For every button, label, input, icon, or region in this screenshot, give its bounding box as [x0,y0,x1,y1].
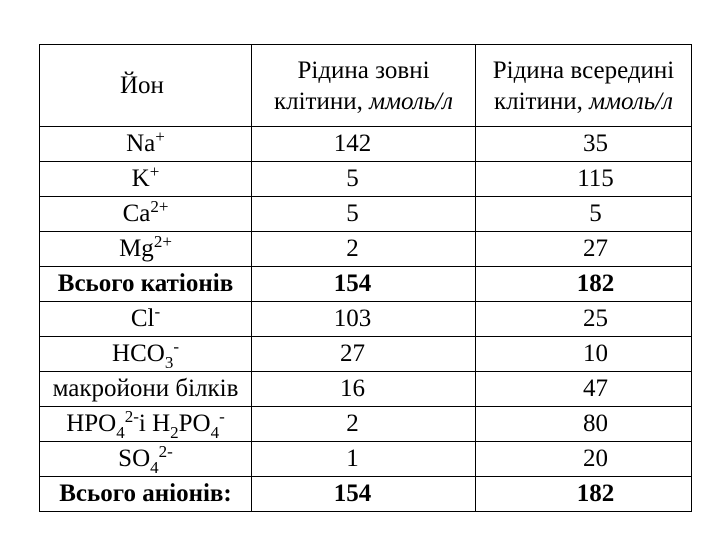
table-row-na [40,127,692,162]
inside-value: 182 [476,477,692,512]
protein-macroions-label: макройони білків [40,372,252,407]
table-row-k [40,162,692,197]
inside-header-unit: ммоль/л [589,87,674,115]
ion-column-header: Йон [40,45,252,127]
ion-base: Na [126,130,156,157]
total-cations-label: Всього катіонів [40,267,252,302]
ion-charge: - [219,407,225,426]
inside-value: 25 [476,302,692,337]
outside-value: 16 [252,372,476,407]
outside-value: 2 [252,232,476,267]
table-row-cl [40,302,692,337]
ion-concentration-table [39,44,692,512]
table-row-so4 [40,442,692,477]
outside-header-prefix: клітини, [273,87,370,115]
inside-value: 47 [476,372,692,407]
outside-value: 154 [252,477,476,512]
table-row-mg [40,232,692,267]
ion-subscript: 3 [164,353,174,372]
ion-charge: 2- [158,442,173,461]
ion-charge: + [155,127,165,146]
inside-value: 27 [476,232,692,267]
outside-value: 154 [252,267,476,302]
outside-header-unit: ммоль/л [369,87,454,115]
ion-cell-k [40,162,252,197]
ion-charge: + [149,162,160,181]
ion-subscript: 2 [170,423,179,442]
ion-charge: - [154,302,161,321]
ion-base: Cl [130,305,155,332]
inside-header-line1: Рідина всередині [492,56,675,84]
ion-base: HCO [112,340,165,367]
inside-value: 20 [476,442,692,477]
inside-value: 10 [476,337,692,372]
table-row-phosphates [40,407,692,442]
outside-value: 142 [252,127,476,162]
ion-base: Mg [119,235,154,262]
ion-base: HPO [66,410,117,437]
ion-cell-cl [40,302,252,337]
ion-charge: - [173,337,179,356]
outside-header-line1: Рідина зовні [297,56,430,84]
inside-value: 35 [476,127,692,162]
outside-column-header [252,45,476,127]
ion-cell-ca [40,197,252,232]
inside-value: 182 [476,267,692,302]
ion-cell-mg [40,232,252,267]
ion-base: SO [118,445,151,472]
outside-value: 27 [252,337,476,372]
inside-value: 115 [476,162,692,197]
outside-value: 1 [252,442,476,477]
ion-cell-hco3 [40,337,252,372]
ion-cell-phosphates [40,407,252,442]
ion-subscript: 4 [150,458,159,477]
ion-cell-na [40,127,252,162]
outside-value: 5 [252,162,476,197]
table-header-row [40,45,692,127]
ion-base: Ca [122,200,151,227]
ion-charge: 2+ [153,232,172,251]
outside-header-line2 [252,86,475,117]
inside-column-header [476,45,692,127]
outside-value: 103 [252,302,476,337]
table-row-protein-macroions [40,372,692,407]
table-row-hco3 [40,337,692,372]
table-row-total-anions [40,477,692,512]
ion-subscript: 4 [210,423,220,442]
total-anions-label: Всього аніонів: [40,477,252,512]
outside-value: 5 [252,197,476,232]
inside-header-prefix: клітини, [493,87,590,115]
ion-connector: і H [138,410,171,437]
inside-header-line2 [476,86,691,117]
ion-base: PO [178,410,211,437]
inside-value: 80 [476,407,692,442]
ion-subscript: 4 [116,423,125,442]
table-row-ca [40,197,692,232]
ion-base: K [131,165,150,192]
inside-value: 5 [476,197,692,232]
ion-charge: 2+ [150,197,169,216]
outside-value: 2 [252,407,476,442]
ion-cell-so4 [40,442,252,477]
ion-charge: 2- [124,407,139,426]
table-row-total-cations [40,267,692,302]
